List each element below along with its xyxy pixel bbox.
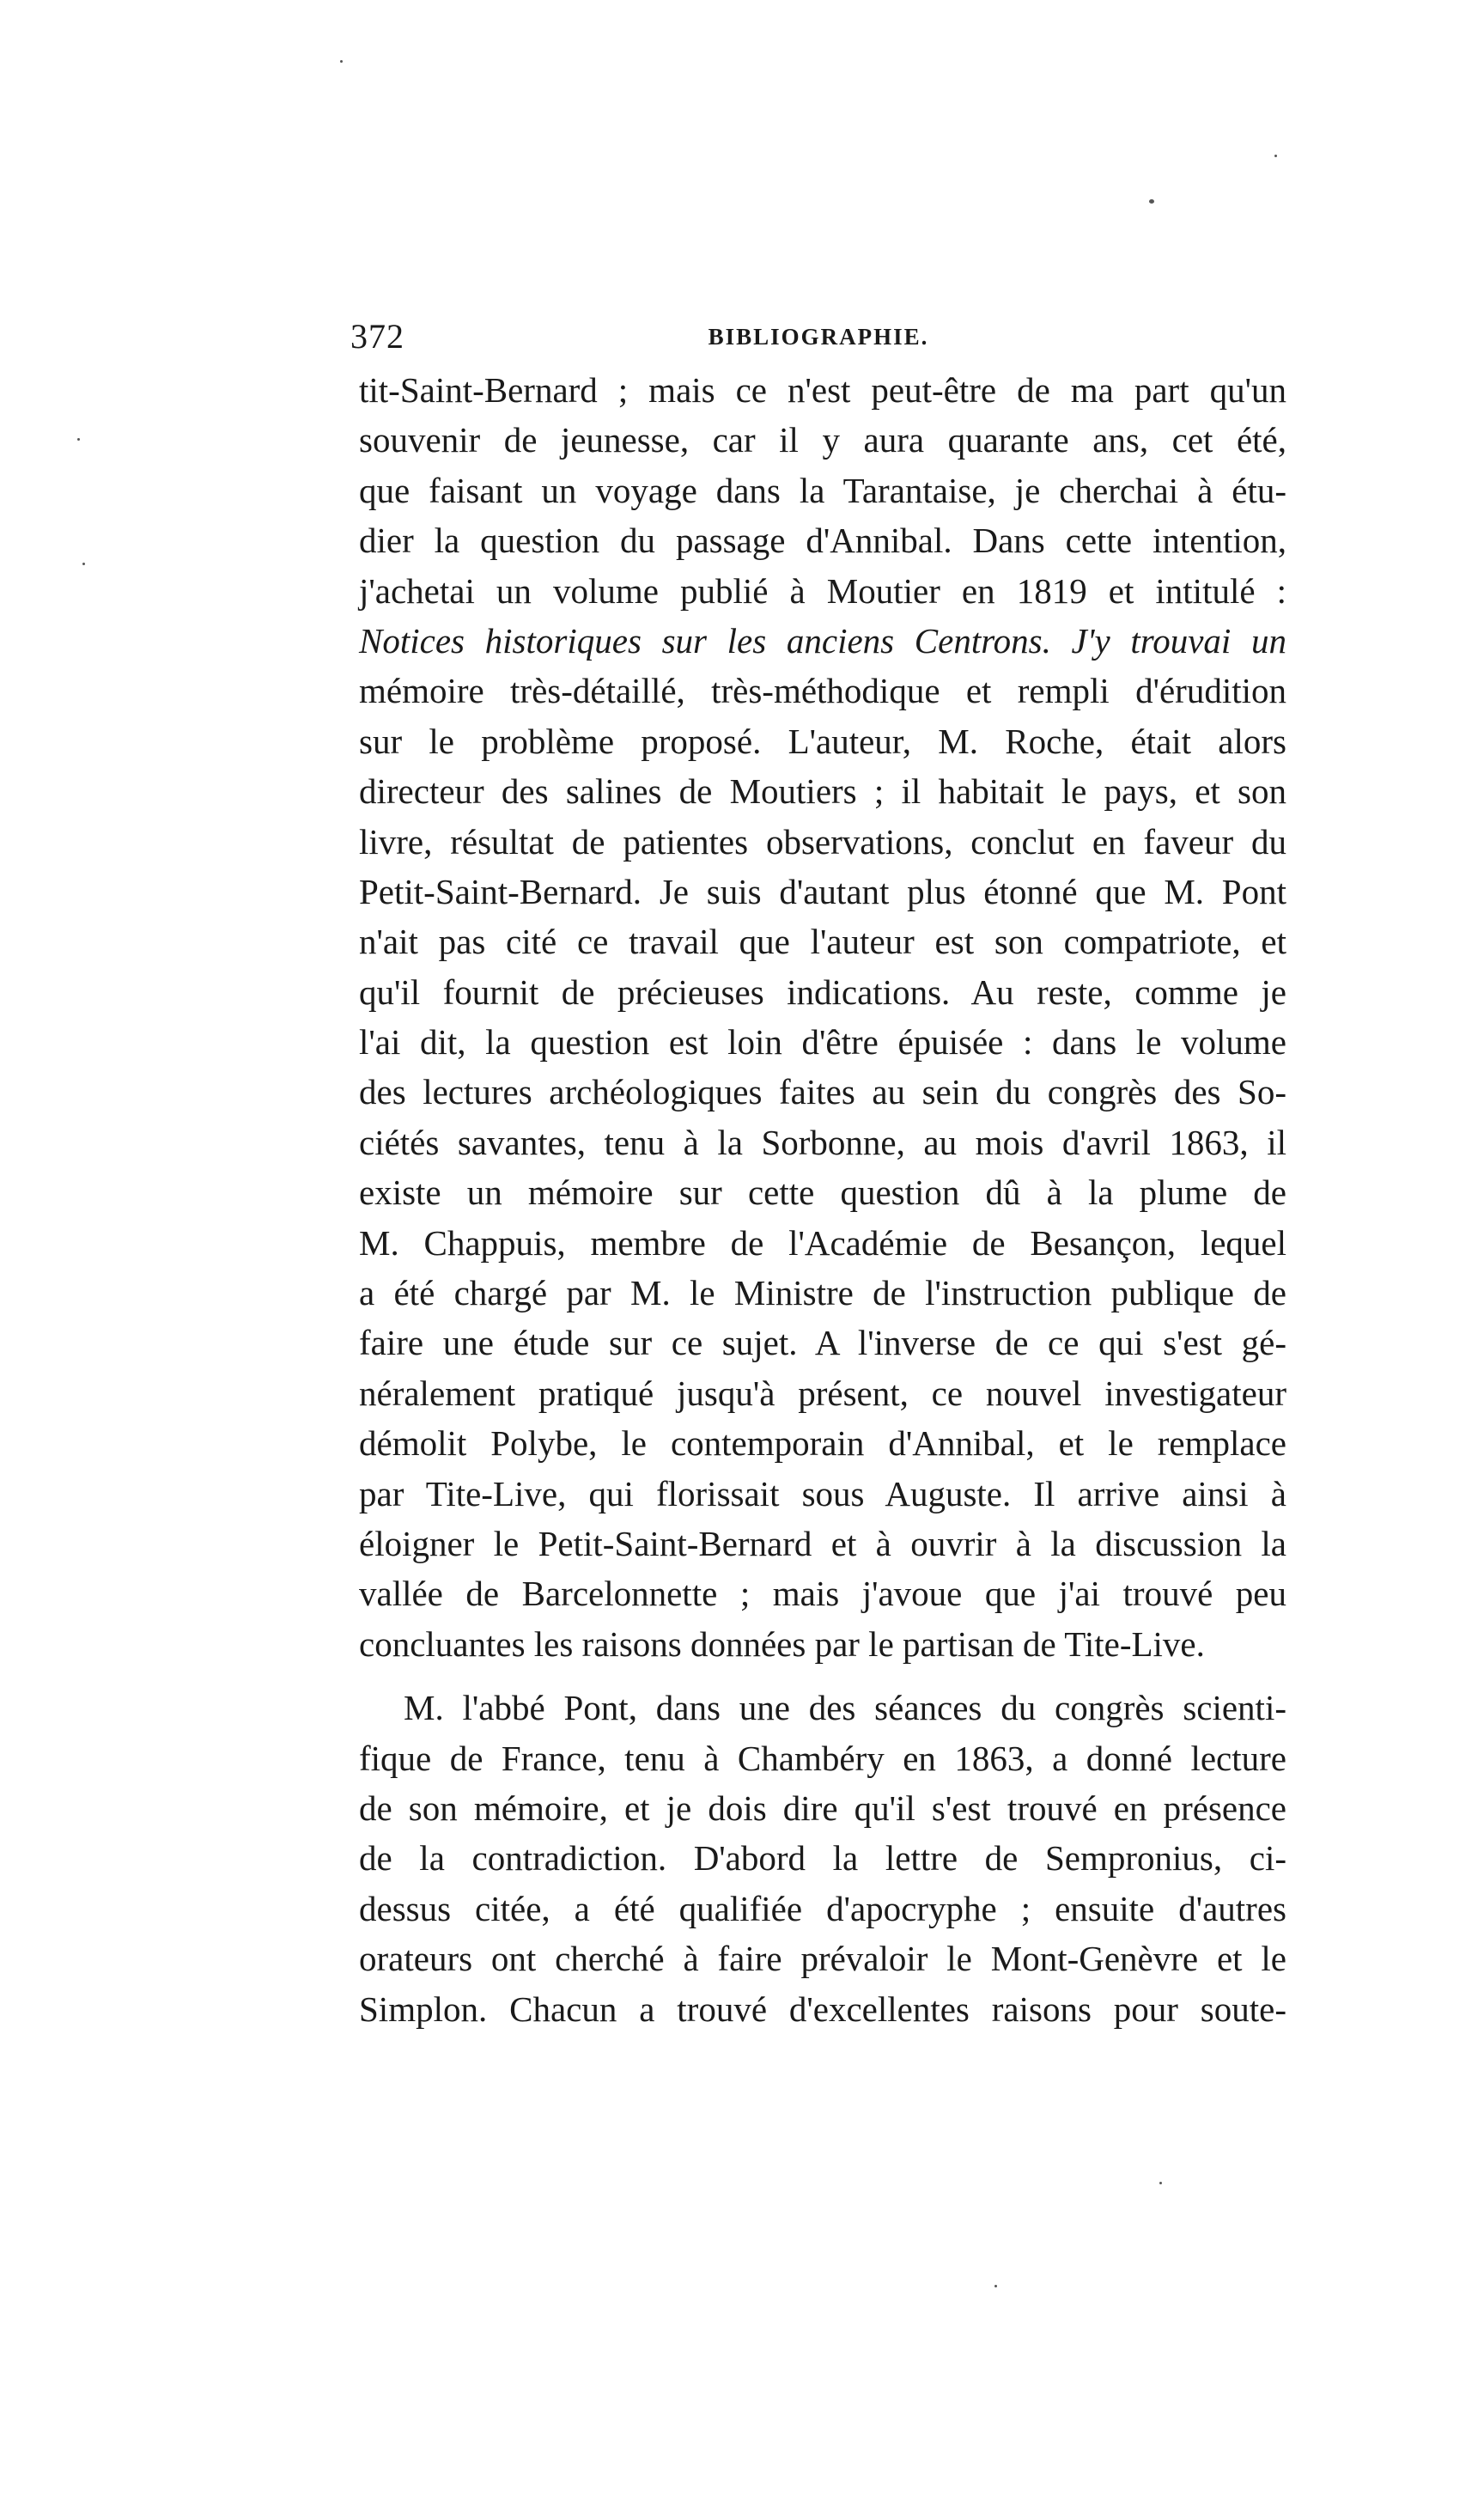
speck <box>340 60 343 63</box>
speck <box>1149 199 1154 204</box>
text-line: par Tite-Live, qui florissait sous Auguste. Il arrive ainsi à <box>359 1473 1286 1513</box>
paragraph <box>359 1683 1286 2034</box>
text-line: Petit-Saint-Bernard. Je suis d'autant plus étonné que M. Pont <box>359 871 1286 911</box>
text-line: faire une étude sur ce sujet. A l'inverse de ce qui s'est gé- <box>359 1323 1286 1363</box>
speck <box>82 563 85 565</box>
text-line: dessus citée, a été qualifiée d'apocryphe ; ensuite d'autres <box>359 1888 1286 1928</box>
speck <box>994 2285 997 2287</box>
speck <box>77 438 80 441</box>
text-line: n'ait pas cité ce travail que l'auteur est son compatriote, et <box>359 922 1286 962</box>
text-line: a été chargé par M. le Ministre de l'instruction publique de <box>359 1273 1286 1313</box>
text-line: ciétés savantes, tenu à la Sorbonne, au mois d'avril 1863, il <box>359 1122 1286 1162</box>
speck <box>1274 155 1277 157</box>
text-line: sur le problème proposé. L'auteur, M. Roche, était alors <box>359 721 1286 761</box>
text-line: démolit Polybe, le contemporain d'Annibal, et le remplace <box>359 1423 1286 1464</box>
text-line: directeur des salines de Moutiers ; il habitait le pays, et son <box>359 771 1286 812</box>
text-line: vallée de Barcelonnette ; mais j'avoue que j'ai trouvé peu <box>359 1574 1286 1614</box>
paragraph <box>359 365 1286 1669</box>
text-line: qu'il fournit de précieuses indications. Au reste, comme je <box>359 971 1286 1012</box>
text-line: dier la question du passage d'Annibal. Dans cette intention, <box>359 521 1286 561</box>
text-line: Simplon. Chacun a trouvé d'excellentes raisons pour soute- <box>359 1988 1286 2029</box>
text-line: l'ai dit, la question est loin d'être épuisée : dans le volume <box>359 1022 1286 1063</box>
text-line: des lectures archéologiques faites au sein du congrès des So- <box>359 1072 1286 1112</box>
text-line: existe un mémoire sur cette question dû à la plume de <box>359 1172 1286 1213</box>
text-line: livre, résultat de patientes observations, conclut en faveur du <box>359 821 1286 862</box>
text-line: orateurs ont cherché à faire prévaloir le Mont-Genèvre et le <box>359 1939 1286 1979</box>
text-line-with-title: Notices historiques sur les anciens Centrons. J'y trouvai un <box>359 620 1286 661</box>
running-title: BIBLIOGRAPHIE. <box>708 324 929 350</box>
running-head <box>350 311 1286 362</box>
text-line: tit-Saint-Bernard ; mais ce n'est peut-être de ma part qu'un <box>359 370 1286 410</box>
speck <box>1159 2182 1162 2184</box>
page-number: 372 <box>350 317 404 356</box>
text-line: j'achetai un volume publié à Moutier en 1819 et intitulé : <box>359 570 1286 611</box>
text-line: M. l'abbé Pont, dans une des séances du congrès scienti- <box>404 1688 1286 1728</box>
body-text <box>359 365 1286 2034</box>
text-line: de la contradiction. D'abord la lettre de Sempronius, ci- <box>359 1838 1286 1879</box>
text-line: concluantes les raisons données par le partisan de Tite-Live. <box>359 1623 1205 1664</box>
text-line: que faisant un voyage dans la Tarantaise, je cherchai à étu- <box>359 470 1286 510</box>
text-line: M. Chappuis, membre de l'Académie de Besançon, lequel <box>359 1222 1286 1263</box>
text-line: éloigner le Petit-Saint-Bernard et à ouvrir à la discussion la <box>359 1523 1286 1563</box>
text-line: de son mémoire, et je dois dire qu'il s'est trouvé en présence <box>359 1787 1286 1828</box>
text-line: fique de France, tenu à Chambéry en 1863, a donné lecture <box>359 1738 1286 1778</box>
text-line: mémoire très-détaillé, très-méthodique et rempli d'érudition <box>359 671 1286 711</box>
text-line: souvenir de jeunesse, car il y aura quarante ans, cet été, <box>359 420 1286 460</box>
paragraph-gap <box>359 1669 1286 1683</box>
text-line: néralement pratiqué jusqu'à présent, ce nouvel investigateur <box>359 1373 1286 1413</box>
